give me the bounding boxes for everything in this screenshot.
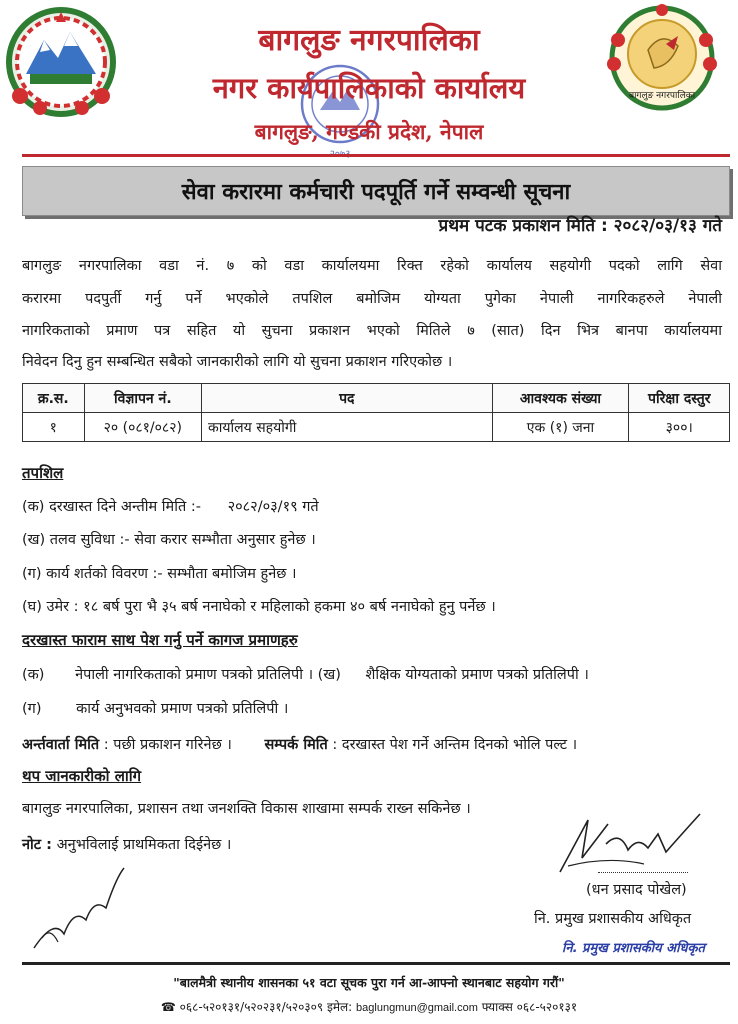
document-text: शैक्षिक योग्यताको प्रमाण पत्रको प्रतिलिपी ।	[365, 667, 589, 683]
note-line	[22, 834, 231, 854]
vacancy-table	[22, 383, 730, 442]
interview-label: अर्न्तवार्ता मिति	[22, 737, 100, 753]
body-line-2: करारमा पदपुर्ती गर्नु पर्ने भएकोले तपशिल बमोजिम योग्यता पुगेका नेपाली नागरिकहरुले नेपाली	[22, 291, 722, 307]
document-text: नेपाली नागरिकताको प्रमाण पत्रको प्रतिलिपी । (ख)	[75, 667, 341, 683]
signatory-post: नि. प्रमुख प्रशासकीय अधिकृत	[534, 911, 692, 927]
details-heading: तपशिल	[22, 464, 64, 482]
documents-row-1	[22, 664, 589, 684]
detail-label: (क)	[22, 499, 45, 515]
interview-line	[22, 734, 577, 754]
col-exam-fee: परिक्षा दस्तुर	[629, 384, 730, 413]
cell-advert-no: २० (०८१/०८२)	[84, 413, 201, 442]
document-label: (ग)	[22, 701, 42, 717]
detail-item-deadline	[22, 496, 319, 516]
documents-row-2	[22, 698, 288, 718]
municipality-name: बागलुङ नगरपालिका	[258, 23, 480, 58]
designation-stamp: नि. प्रमुख प्रशासकीय अधिकृत	[562, 941, 705, 956]
detail-label: (घ)	[22, 599, 42, 615]
document-label: (क)	[22, 667, 45, 683]
footer-contact	[0, 998, 738, 1015]
signatory-name: (धन प्रसाद पोखेल)	[586, 882, 687, 898]
note-label: नोट :	[22, 837, 52, 853]
header-divider	[22, 154, 730, 157]
documents-heading: दरखास्त फाराम साथ पेश गर्नु पर्ने कागज प्रमाणहरु	[22, 631, 298, 649]
document-text: कार्य अनुभवको प्रमाण पत्रको प्रतिलिपी ।	[76, 701, 289, 717]
footer-divider	[22, 962, 730, 965]
detail-item-age	[22, 596, 496, 616]
initial-signature	[24, 858, 134, 958]
detail-label: (ख)	[22, 532, 46, 548]
publish-date: प्रथम पटक प्रकाशन मिति : २०८२/०३/१३ गते	[438, 216, 722, 236]
detail-text: दरखास्त दिने अन्तीम मिति :-	[49, 499, 201, 515]
contact-date-label: सम्पर्क मिति	[264, 737, 328, 753]
footer-email: baglungmun@gmail.com	[356, 1002, 478, 1014]
right-emblem-caption: बागलुङ नगरपालिका	[628, 91, 696, 101]
col-serial: क्र.स.	[23, 384, 85, 413]
detail-text: तलव सुविधा :- सेवा करार सम्भौता अनुसार हुनेछ ।	[49, 532, 316, 548]
interview-text: : पछी प्रकाशन गरिनेछ ।	[103, 737, 232, 753]
body-line-3: नागरिकताको प्रमाण पत्र सहित यो सुचना प्रकाशन भएको मितिले ७ (सात) दिन भित्र बानपा कार्यालयमा	[22, 323, 722, 339]
signature-dotted-line	[598, 854, 688, 873]
table-row	[23, 413, 730, 442]
body-line-1: बागलुङ नगरपालिका वडा नं. ७ को वडा कार्यालयमा रिक्त रहेको कार्यालय सहयोगी पदको लागि सेवा	[22, 258, 722, 274]
col-post: पद	[202, 384, 493, 413]
notice-title: सेवा करारमा कर्मचारी पदपूर्ति गर्ने सम्वन्धी सूचना	[181, 180, 571, 205]
office-address: बागलुङ, गण्डकी प्रदेश, नेपाल	[254, 119, 484, 144]
table-header-row	[23, 384, 730, 413]
detail-item-conditions	[22, 563, 297, 583]
deadline-value: २०८२/०३/१९ गते	[227, 499, 319, 515]
cell-serial: १	[23, 413, 85, 442]
body-line-4: निवेदन दिनु हुन सम्बन्धित सबैको जानकारीको लागि यो सुचना प्रकाशन गरिएकोछ ।	[22, 354, 453, 370]
detail-label: (ग)	[22, 566, 42, 582]
footer-email-label: इमेल:	[326, 1000, 353, 1014]
more-info-text: बागलुङ नगरपालिका, प्रशासन तथा जनशक्ति विकास शाखामा सम्पर्क राख्न सकिनेछ ।	[22, 801, 471, 817]
more-info-heading: थप जानकारीको लागि	[22, 767, 142, 785]
footer-slogan: "बालमैत्री स्थानीय शासनका ५१ वटा सूचक पुरा गर्न आ-आफ्नो स्थानबाट सहयोग गरौं"	[173, 975, 565, 990]
detail-item-salary	[22, 529, 316, 549]
cell-exam-fee: ३००।	[629, 413, 730, 442]
phone-icon: ☎	[160, 1000, 176, 1014]
notice-title-banner	[22, 166, 730, 216]
footer-phones: ०६८-५२०१३१/५२०२३१/५२०३०९	[179, 1000, 324, 1014]
contact-date-text: : दरखास्त पेश गर्ने अन्तिम दिनको भोलि पल्ट ।	[332, 737, 578, 753]
footer-fax: फ्याक्स ०६८-५२०१३१	[481, 1000, 578, 1014]
cell-post: कार्यालय सहयोगी	[202, 413, 493, 442]
office-name: नगर कार्यपालिकाको कार्यालय	[212, 71, 526, 105]
detail-text: कार्य शर्तको विवरण :- सम्भौता बमोजिम हुनेछ ।	[46, 566, 297, 582]
col-advert-no: विज्ञापन नं.	[84, 384, 201, 413]
detail-text: उमेर : १८ बर्ष पुरा भै ३५ बर्ष ननाघेको र महिलाको हकमा ४० बर्ष ननाघेको हुनु पर्नेछ ।	[46, 599, 496, 615]
col-required-number: आवश्यक संख्या	[492, 384, 629, 413]
note-text: अनुभविलाई प्राथमिकता दिईनेछ ।	[56, 837, 232, 853]
cell-required-number: एक (१) जना	[492, 413, 629, 442]
